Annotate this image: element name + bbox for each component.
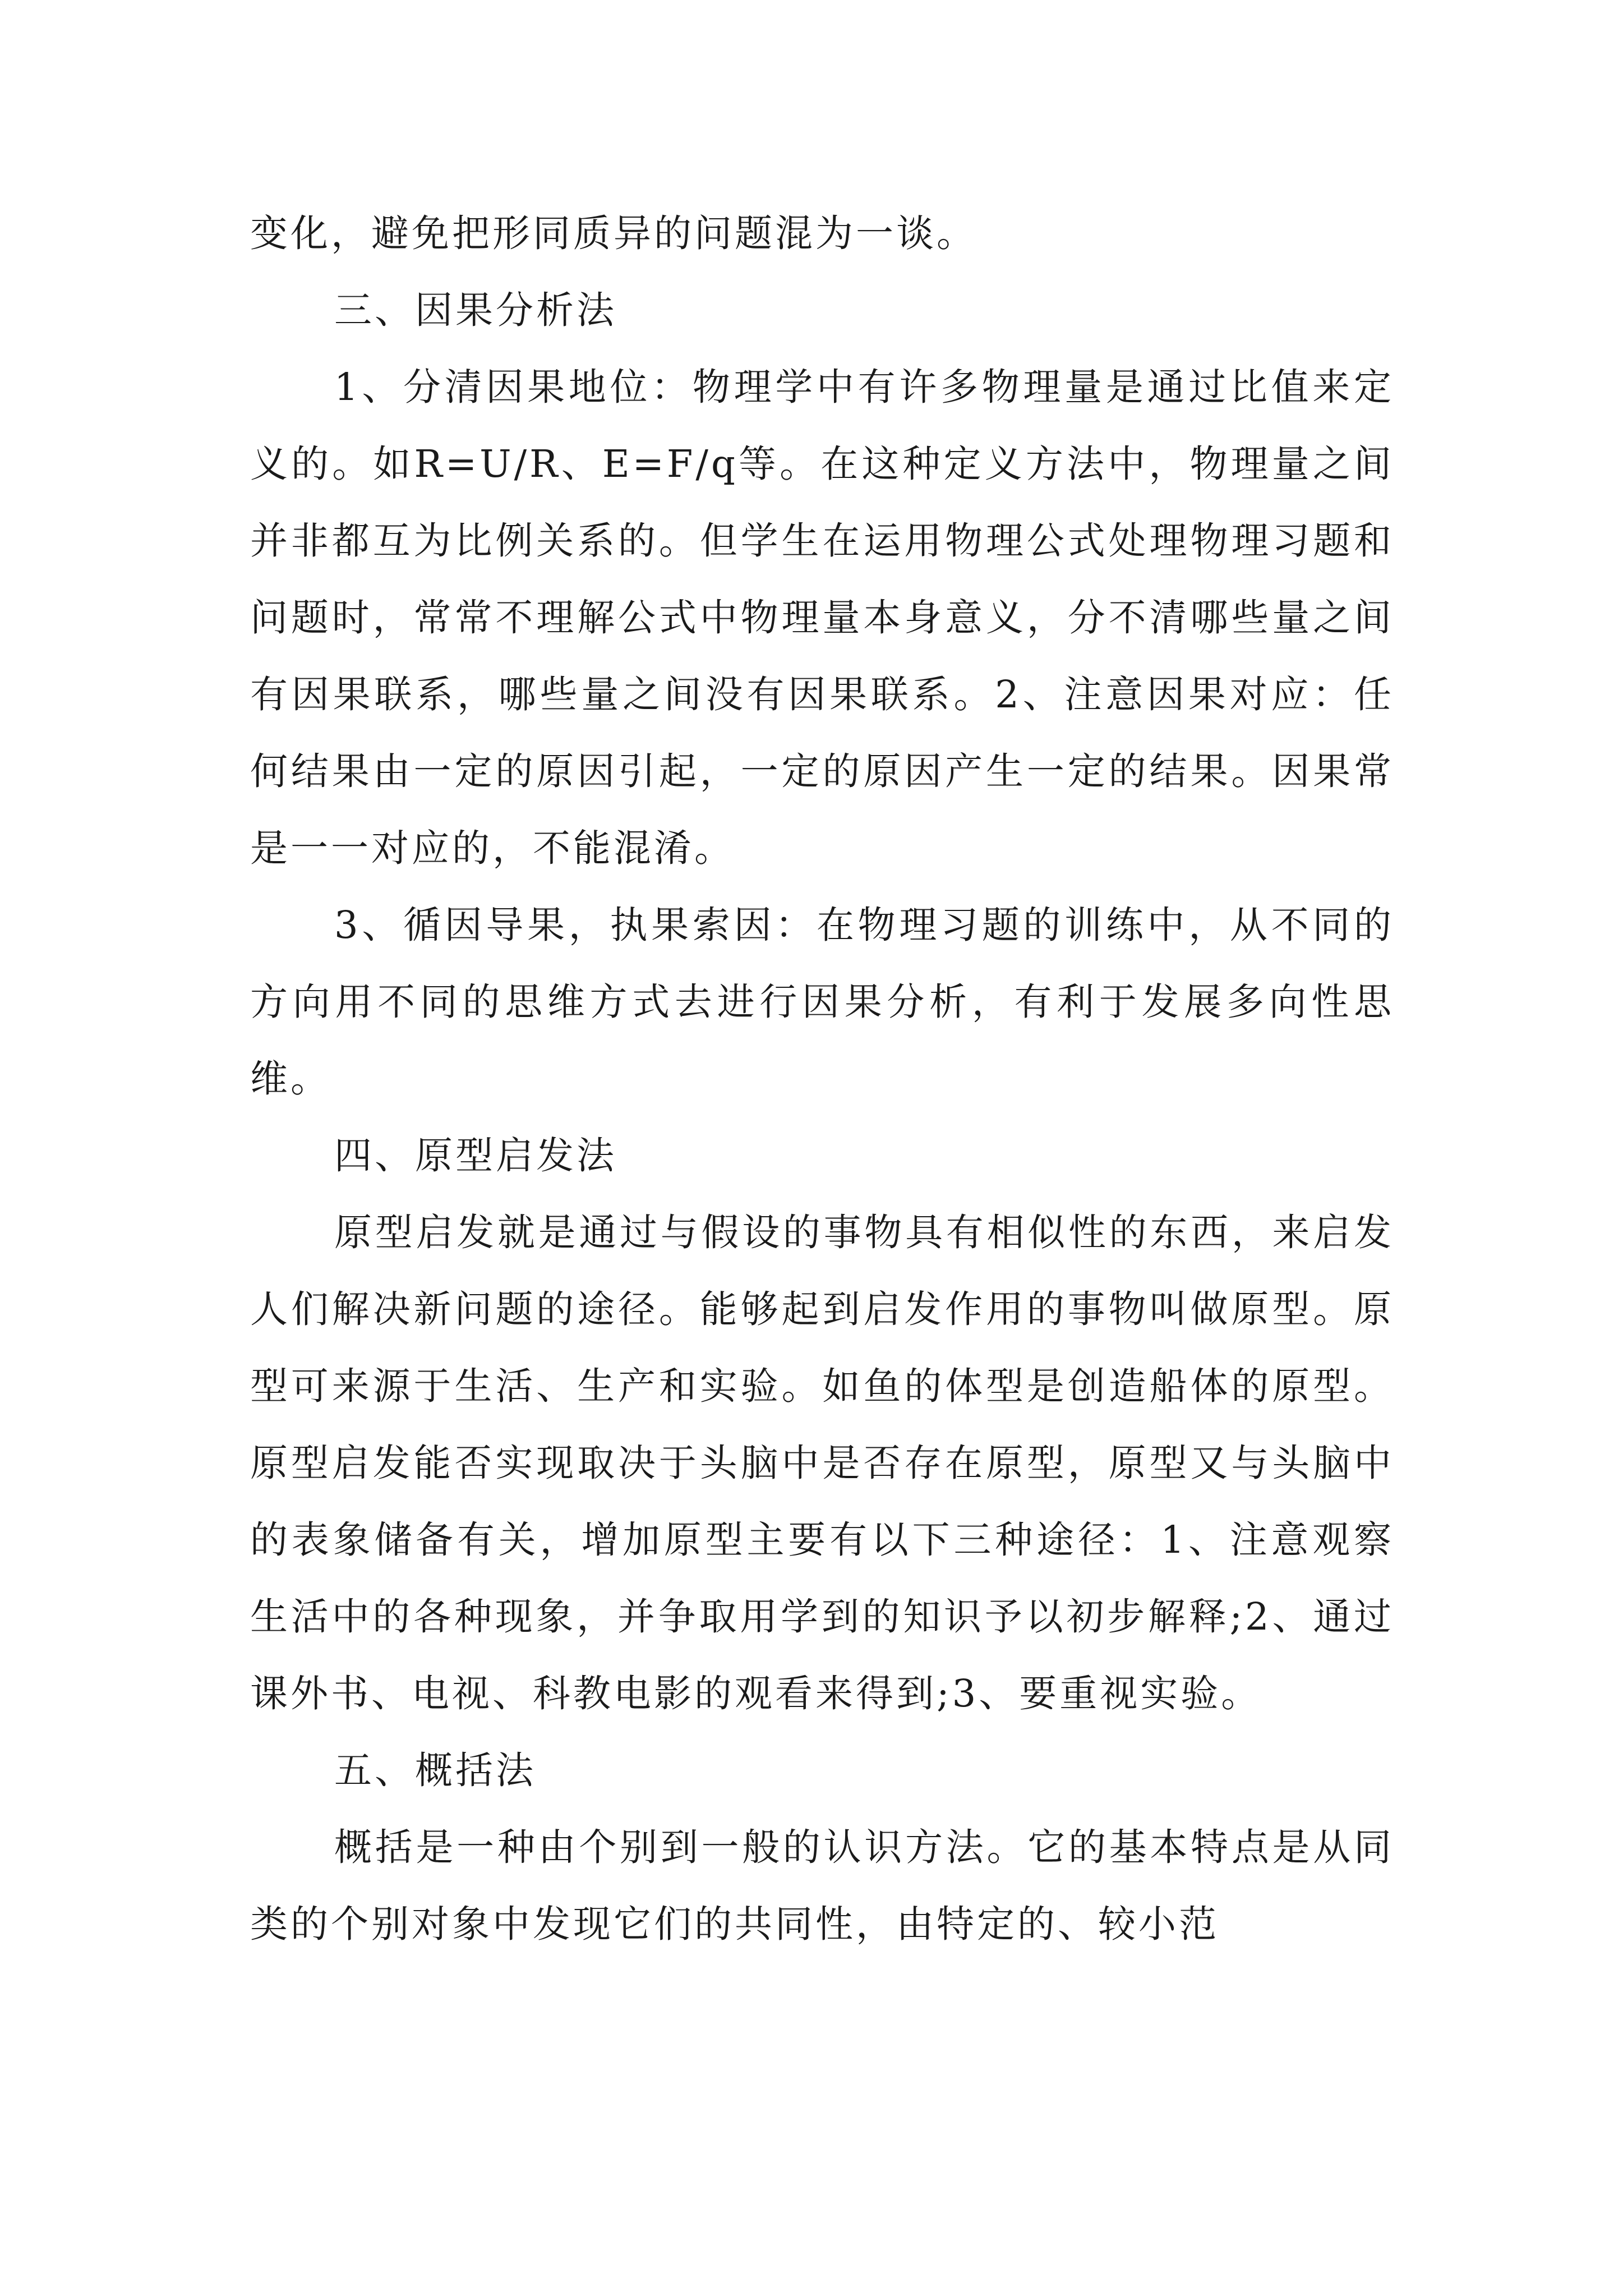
paragraph-continuation: 变化，避免把形同质异的问题混为一谈。 — [250, 211, 977, 255]
paragraph-prototype-inspiration: 原型启发就是通过与假设的事物具有相似性的东西，来启发人们解决新问题的途径。能够起到启发作用的事物叫做原型。原型可来源于生活、生产和实验。如鱼的体型是创造船体的原型。原型启发能否实现取决于头脑中是否存在原型，原型又与头脑中的表象储备有关，增加原型主要有以下三种途径：1、注意观察生活中的各种现象，并争取用学到的知识予以初步解释;2、通过课外书、电视、科教电影的观看来得到;3、要重视实验。 — [250, 1211, 1394, 1715]
section-heading-causal-analysis: 三、因果分析法 — [334, 288, 617, 332]
paragraph-generalization: 概括是一种由个别到一般的认识方法。它的基本特点是从同类的个别对象中发现它们的共同性，由特定的、较小范 — [250, 1825, 1394, 1946]
paragraph-cause-effect-reasoning: 3、循因导果，执果索因：在物理习题的训练中，从不同的方向用不同的思维方式去进行因果分析，有利于发展多向性思维。 — [250, 903, 1394, 1101]
section-heading-generalization: 五、概括法 — [334, 1749, 536, 1792]
paragraph-causal-position: 1、分清因果地位：物理学中有许多物理量是通过比值来定义的。如R=U/R、E=F/q等。在这种定义方法中，物理量之间并非都互为比例关系的。但学生在运用物理公式处理物理习题和问题时，常常不理解公式中物理量本身意义，分不清哪些量之间有因果联系，哪些量之间没有因果联系。2、注意因果对应：任何结果由一定的原因引起，一定的原因产生一定的结果。因果常是一一对应的，不能混淆。 — [250, 365, 1394, 870]
section-heading-prototype-inspiration: 四、原型启发法 — [334, 1134, 617, 1177]
document-body — [250, 195, 1394, 1963]
